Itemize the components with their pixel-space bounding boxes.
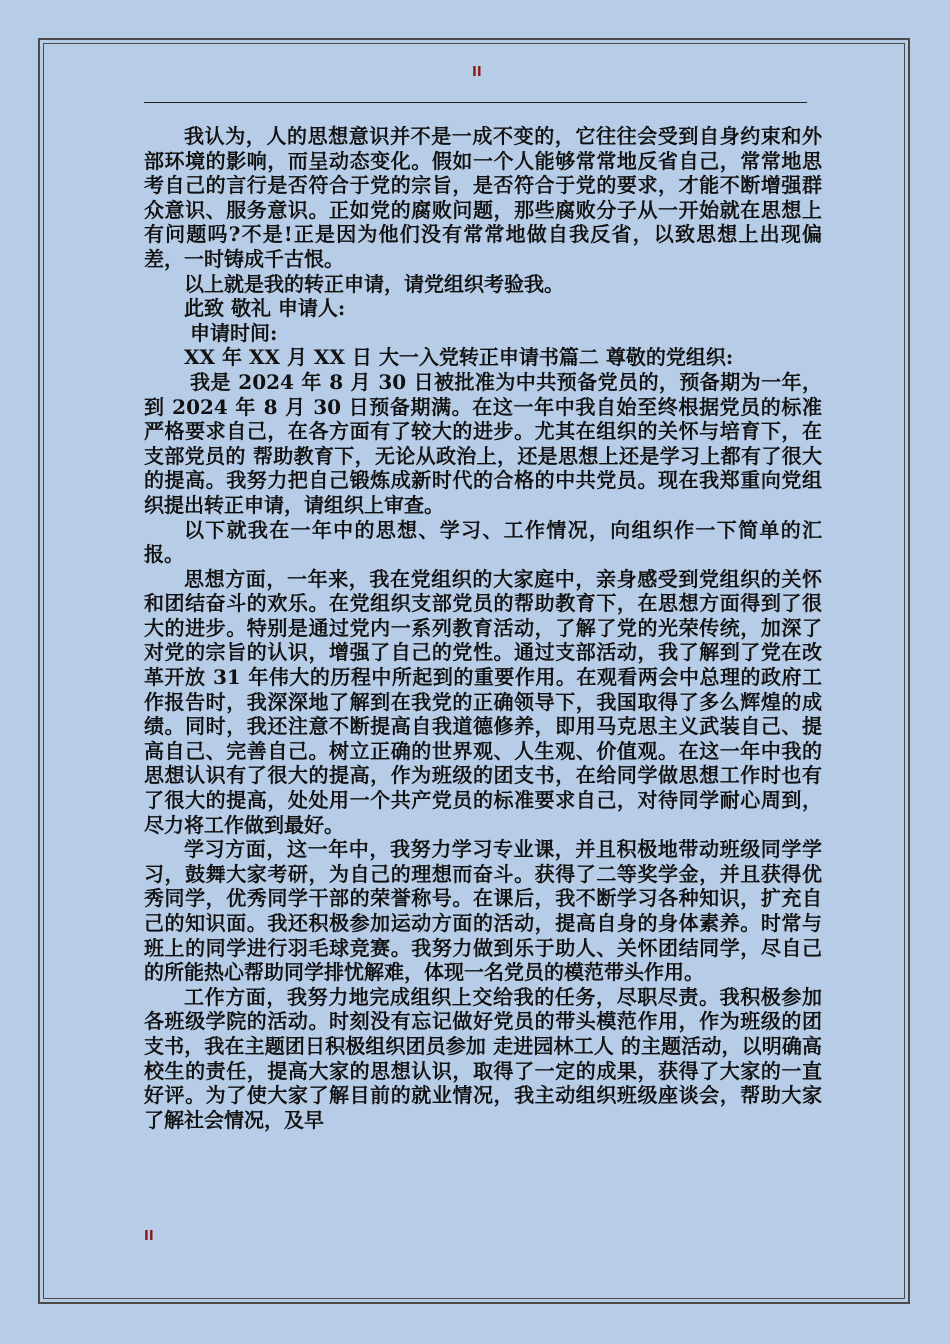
paragraph-study: 学习方面，这一年中，我努力学习专业课，并且积极地带动班级同学学习，鼓舞大家考研，为自己的理想而奋斗。获得了二等奖学金，并且获得优秀同学，优秀同学干部的荣誉称号。在课后，我不断学习各种知识，扩充自己的知识面。我还积极参加运动方面的活动，提高自身的身体素养。时常与班上的同学进行羽毛球竞赛。我努力做到乐于助人、关怀团结同学，尽自己的所能热心帮助同学排忧解难，体现一名党员的模范带头作用。 [144,837,822,985]
header-page-mark: II [472,65,482,80]
document-body [144,124,822,1132]
paragraph-thought: 思想方面，一年来，我在党组织的大家庭中，亲身感受到党组织的关怀和团结奋斗的欢乐。在党组织支部党员的帮助教育下，在思想方面得到了很大的进步。特别是通过党内一系列教育活动，了解了党的光荣传统，加深了对党的宗旨的认识，增强了自己的党性。通过支部活动，我了解到了党在改革开放 31 年伟大的历程中所起到的重要作用。在观看两会中总理的政府工作报告时，我深深地了解到在我党的正确领导下，我国取得了多么辉煌的成绩。同时，我还注意不断提高自我道德修养，即用马克思主义武装自己、提高自己、完善自己。树立正确的世界观、人生观、价值观。在这一年中我的思想认识有了很大的提高，作为班级的团支书，在给同学做思想工作时也有了很大的提高，处处用一个共产党员的标准要求自己，对待同学耐心周到，尽力将工作做到最好。 [144,566,822,837]
paragraph-probation-intro: 我是 2024 年 8 月 30 日被批准为中共预备党员的，预备期为一年，到 2024 年 8 月 30 日预备期满。在这一年中我自始至终根据党员的标准严格要求自己，在各方面有了较大的进步。尤其在组织的关怀与培育下，在支部党员的 帮助教育下，无论从政治上，还是思想上还是学习上都有了很大的提高。我努力把自己锻炼成新时代的合格的中共党员。现在我郑重向党组织提出转正申请，请组织上审查。 [144,369,822,517]
paragraph-application-date: 申请时间: [190,320,278,345]
footer-page-mark: II [144,1229,154,1244]
paragraph-work: 工作方面，我努力地完成组织上交给我的任务，尽职尽责。我积极参加各班级学院的活动。时刻没有忘记做好党员的带头模范作用，作为班级的团支书，我在主题团日积极组织团员参加 走进园林工人 的主题活动，以明确高校生的责任，提高大家的思想认识，取得了一定的成果，获得了大家的一直好评。为了使大家了解目前的就业情况，我主动组织班级座谈会，帮助大家了解社会情况，及早 [144,984,822,1132]
paragraph-self-reflection: 我认为，人的思想意识并不是一成不变的，它往往会受到自身约束和外部环境的影响，而呈动态变化。假如一个人能够常常地反省自己，常常地思考自己的言行是否符合于党的宗旨，是否符合于党的要求，才能不断增强群众意识、服务意识。正如党的腐败问题，那些腐败分子从一开始就在思想上有问题吗?不是!正是因为他们没有常常地做自我反省，以致思想上出现偏差，一时铸成千古恨。 [144,124,822,271]
paragraph-report-intro: 以下就我在一年中的思想、学习、工作情况，向组织作一下简单的汇报。 [144,517,822,567]
paragraph-salutation: 此致 敬礼 申请人: [184,296,346,321]
paragraph-closing-request: 以上就是我的转正申请，请党组织考验我。 [184,271,564,296]
paragraph-second-letter-heading: XX 年 XX 月 XX 日 大一入党转正申请书篇二 尊敬的党组织: [184,345,734,370]
header-divider [144,102,807,103]
